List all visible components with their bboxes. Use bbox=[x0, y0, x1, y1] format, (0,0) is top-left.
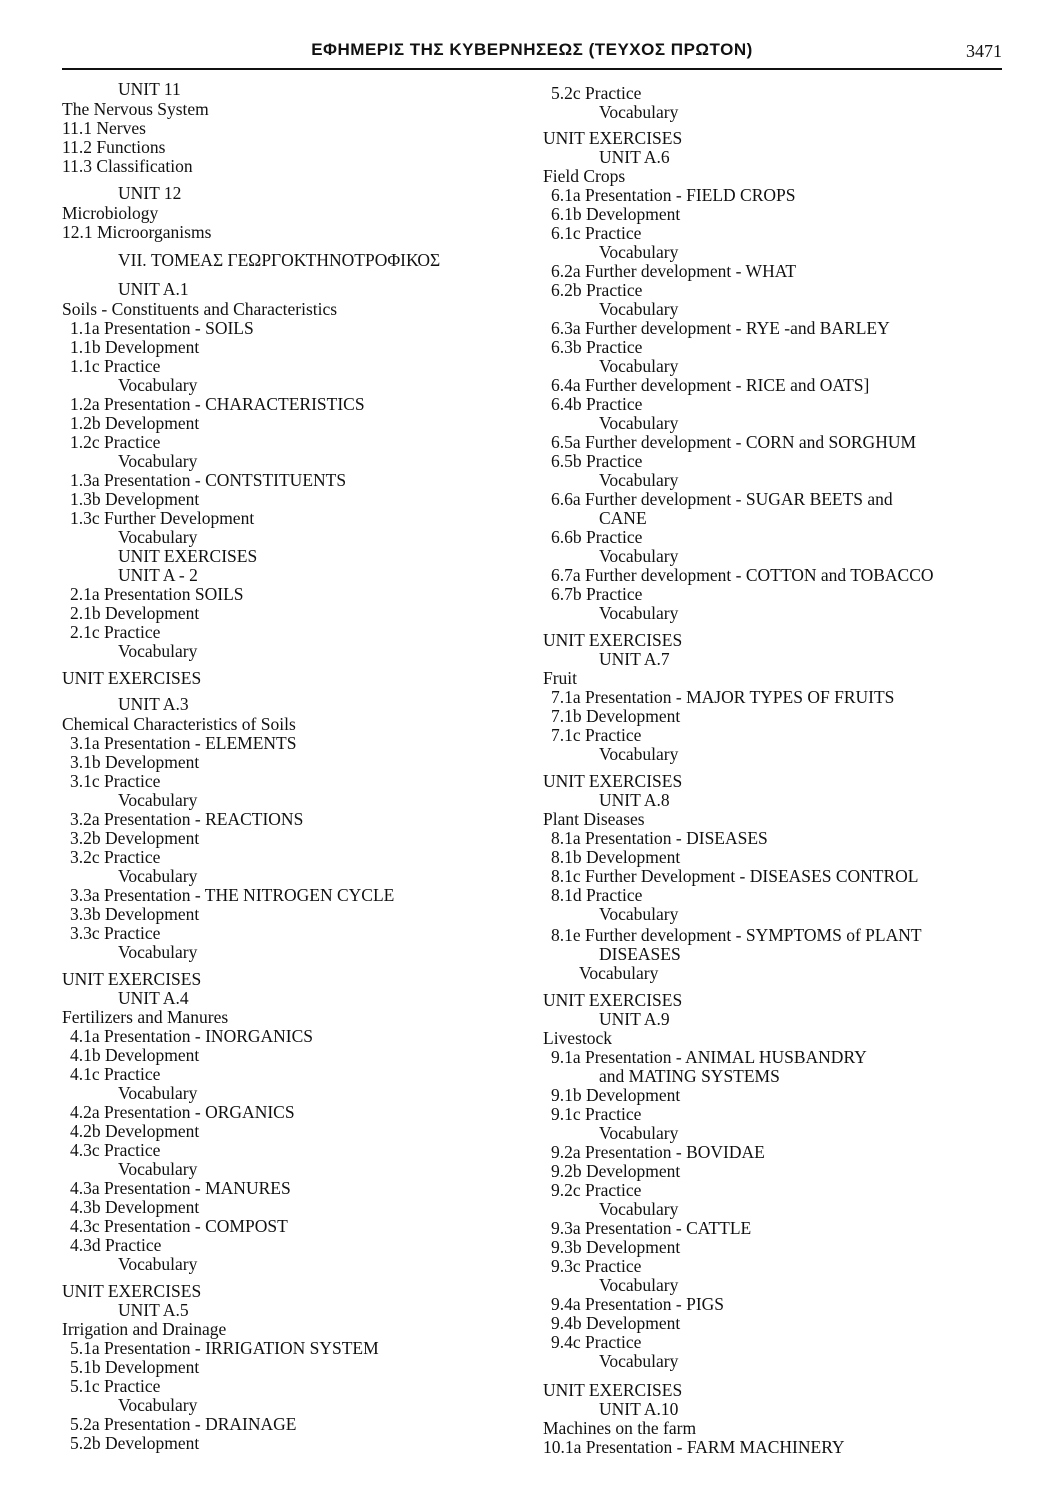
list-item: 9.2b Development bbox=[551, 1161, 681, 1181]
vocabulary-item: Vocabulary bbox=[599, 102, 679, 122]
vocabulary-item: Vocabulary bbox=[118, 1159, 198, 1179]
list-item: 9.2a Presentation - BOVIDAE bbox=[551, 1142, 765, 1162]
unit-heading: UNIT 12 bbox=[118, 183, 182, 203]
list-item: 8.1d Practice bbox=[551, 885, 643, 905]
vocabulary-item: Vocabulary bbox=[599, 1275, 679, 1295]
section-title: Soils - Constituents and Characteristics bbox=[62, 299, 338, 319]
list-item: 1.3c Further Development bbox=[70, 508, 255, 528]
list-item: 4.3b Development bbox=[70, 1197, 200, 1217]
list-item: 3.1a Presentation - ELEMENTS bbox=[70, 733, 297, 753]
section-title: Machines on the farm bbox=[543, 1418, 697, 1438]
vocabulary-item: Vocabulary bbox=[599, 603, 679, 623]
list-item: 5.2b Development bbox=[70, 1433, 200, 1453]
list-item: 6.2b Practice bbox=[551, 280, 643, 300]
list-item: 12.1 Microorganisms bbox=[62, 222, 212, 242]
vocabulary-item: Vocabulary bbox=[118, 527, 198, 547]
list-item: 1.2c Practice bbox=[70, 432, 161, 452]
unit-heading: UNIT A.5 bbox=[118, 1300, 189, 1320]
section-title: The Nervous System bbox=[62, 99, 209, 119]
list-item: 8.1c Further Development - DISEASES CONTROL bbox=[551, 866, 919, 886]
vocabulary-item: Vocabulary bbox=[599, 744, 679, 764]
page-number: 3471 bbox=[966, 41, 1002, 61]
vocabulary-item: Vocabulary bbox=[118, 641, 198, 661]
list-item: 6.1a Presentation - FIELD CROPS bbox=[551, 185, 796, 205]
list-item: 1.1b Development bbox=[70, 337, 200, 357]
list-item: 5.2c Practice bbox=[551, 83, 642, 103]
list-item: 4.1a Presentation - INORGANICS bbox=[70, 1026, 314, 1046]
unit-heading: UNIT A.6 bbox=[599, 147, 670, 167]
vocabulary-item: Vocabulary bbox=[599, 299, 679, 319]
unit-heading: UNIT A - 2 bbox=[118, 565, 198, 585]
unit-exercises-heading: UNIT EXERCISES bbox=[62, 668, 202, 688]
list-item: 5.1b Development bbox=[70, 1357, 200, 1377]
unit-exercises-heading: UNIT EXERCISES bbox=[543, 630, 683, 650]
vocabulary-item: Vocabulary bbox=[599, 470, 679, 490]
unit-exercises-heading: UNIT EXERCISES bbox=[62, 1281, 202, 1301]
list-item: 11.3 Classification bbox=[62, 156, 193, 176]
unit-heading: UNIT A.9 bbox=[599, 1009, 670, 1029]
list-item-continued: DISEASES bbox=[599, 944, 681, 964]
unit-exercises-heading: UNIT EXERCISES bbox=[543, 128, 683, 148]
unit-exercises-heading: UNIT EXERCISES bbox=[543, 1380, 683, 1400]
list-item: 5.2a Presentation - DRAINAGE bbox=[70, 1414, 297, 1434]
list-item: 6.4a Further development - RICE and OATS] bbox=[551, 375, 870, 395]
list-item: 11.1 Nerves bbox=[62, 118, 146, 138]
sector-heading: VII. ΤΟΜΕΑΣ ΓΕΩΡΓΟΚΤΗΝΟΤΡΟΦΙΚΟΣ bbox=[118, 250, 441, 270]
list-item: 3.2a Presentation - REACTIONS bbox=[70, 809, 304, 829]
list-item: 1.1a Presentation - SOILS bbox=[70, 318, 254, 338]
list-item: 6.4b Practice bbox=[551, 394, 643, 414]
list-item: 9.4c Practice bbox=[551, 1332, 642, 1352]
list-item: 2.1b Development bbox=[70, 603, 200, 623]
unit-exercises-heading: UNIT EXERCISES bbox=[118, 546, 258, 566]
list-item: 6.6a Further development - SUGAR BEETS and bbox=[551, 489, 893, 509]
vocabulary-item: Vocabulary bbox=[118, 1254, 198, 1274]
list-item: 4.3a Presentation - MANURES bbox=[70, 1178, 291, 1198]
list-item: 3.1c Practice bbox=[70, 771, 161, 791]
list-item: 9.4b Development bbox=[551, 1313, 681, 1333]
vocabulary-item: Vocabulary bbox=[599, 904, 679, 924]
list-item: 1.2b Development bbox=[70, 413, 200, 433]
list-item: 7.1b Development bbox=[551, 706, 681, 726]
list-item: 1.2a Presentation - CHARACTERISTICS bbox=[70, 394, 365, 414]
list-item: 4.2a Presentation - ORGANICS bbox=[70, 1102, 295, 1122]
section-title: Irrigation and Drainage bbox=[62, 1319, 227, 1339]
list-item: 7.1c Practice bbox=[551, 725, 642, 745]
unit-exercises-heading: UNIT EXERCISES bbox=[543, 771, 683, 791]
vocabulary-item: Vocabulary bbox=[599, 546, 679, 566]
vocabulary-item: Vocabulary bbox=[118, 451, 198, 471]
list-item: 2.1a Presentation SOILS bbox=[70, 584, 244, 604]
list-item: 6.5a Further development - CORN and SORGHUM bbox=[551, 432, 917, 452]
list-item: 9.1a Presentation - ANIMAL HUSBANDRY bbox=[551, 1047, 867, 1067]
vocabulary-item: Vocabulary bbox=[118, 866, 198, 886]
list-item: 9.2c Practice bbox=[551, 1180, 642, 1200]
list-item: 3.1b Development bbox=[70, 752, 200, 772]
section-title: Livestock bbox=[543, 1028, 613, 1048]
list-item: 7.1a Presentation - MAJOR TYPES OF FRUITS bbox=[551, 687, 895, 707]
section-title: Plant Diseases bbox=[543, 809, 645, 829]
list-item: 1.1c Practice bbox=[70, 356, 161, 376]
list-item: 4.1c Practice bbox=[70, 1064, 161, 1084]
list-item: 9.3b Development bbox=[551, 1237, 681, 1257]
list-item: 4.2b Development bbox=[70, 1121, 200, 1141]
list-item: 8.1e Further development - SYMPTOMS of PLANT bbox=[551, 925, 922, 945]
vocabulary-item: Vocabulary bbox=[599, 1199, 679, 1219]
list-item: 6.7b Practice bbox=[551, 584, 643, 604]
vocabulary-item: Vocabulary bbox=[599, 356, 679, 376]
list-item: 9.3c Practice bbox=[551, 1256, 642, 1276]
section-title: Fertilizers and Manures bbox=[62, 1007, 229, 1027]
list-item: 6.6b Practice bbox=[551, 527, 643, 547]
list-item: 4.3d Practice bbox=[70, 1235, 162, 1255]
list-item: 4.3c Presentation - COMPOST bbox=[70, 1216, 288, 1236]
vocabulary-item: Vocabulary bbox=[579, 963, 659, 983]
list-item: 10.1a Presentation - FARM MACHINERY bbox=[543, 1437, 845, 1457]
unit-heading: UNIT A.3 bbox=[118, 694, 189, 714]
list-item: 6.7a Further development - COTTON and TOBACCO bbox=[551, 565, 934, 585]
list-item: 9.3a Presentation - CATTLE bbox=[551, 1218, 752, 1238]
list-item: 6.1c Practice bbox=[551, 223, 642, 243]
section-title: Field Crops bbox=[543, 166, 626, 186]
vocabulary-item: Vocabulary bbox=[599, 1123, 679, 1143]
list-item: 1.3b Development bbox=[70, 489, 200, 509]
list-item-continued: and MATING SYSTEMS bbox=[599, 1066, 780, 1086]
list-item-continued: CANE bbox=[599, 508, 647, 528]
list-item: 9.4a Presentation - PIGS bbox=[551, 1294, 725, 1314]
page-header bbox=[62, 38, 1002, 70]
list-item: 5.1c Practice bbox=[70, 1376, 161, 1396]
list-item: 6.3b Practice bbox=[551, 337, 643, 357]
list-item: 1.3a Presentation - CONTSTITUENTS bbox=[70, 470, 347, 490]
list-item: 6.1b Development bbox=[551, 204, 681, 224]
unit-heading: UNIT A.1 bbox=[118, 279, 189, 299]
section-title: Chemical Characteristics of Soils bbox=[62, 714, 296, 734]
section-title: Microbiology bbox=[62, 203, 159, 223]
unit-heading: UNIT 11 bbox=[118, 79, 181, 99]
vocabulary-item: Vocabulary bbox=[599, 242, 679, 262]
list-item: 3.3a Presentation - THE NITROGEN CYCLE bbox=[70, 885, 395, 905]
unit-heading: UNIT A.4 bbox=[118, 988, 189, 1008]
list-item: 8.1a Presentation - DISEASES bbox=[551, 828, 768, 848]
gazette-title: ΕΦΗΜΕΡΙΣ ΤΗΣ ΚΥΒΕΡΝΗΣΕΩΣ (ΤΕΥΧΟΣ ΠΡΩΤΟΝ) bbox=[311, 40, 753, 59]
list-item: 6.3a Further development - RYE -and BARLEY bbox=[551, 318, 890, 338]
unit-heading: UNIT A.8 bbox=[599, 790, 670, 810]
list-item: 5.1a Presentation - IRRIGATION SYSTEM bbox=[70, 1338, 379, 1358]
list-item: 2.1c Practice bbox=[70, 622, 161, 642]
vocabulary-item: Vocabulary bbox=[599, 413, 679, 433]
list-item: 6.5b Practice bbox=[551, 451, 643, 471]
vocabulary-item: Vocabulary bbox=[599, 1351, 679, 1371]
unit-heading: UNIT A.7 bbox=[599, 649, 670, 669]
vocabulary-item: Vocabulary bbox=[118, 1083, 198, 1103]
vocabulary-item: Vocabulary bbox=[118, 375, 198, 395]
list-item: 3.2b Development bbox=[70, 828, 200, 848]
unit-exercises-heading: UNIT EXERCISES bbox=[543, 990, 683, 1010]
list-item: 11.2 Functions bbox=[62, 137, 166, 157]
section-title: Fruit bbox=[543, 668, 578, 688]
list-item: 9.1c Practice bbox=[551, 1104, 642, 1124]
vocabulary-item: Vocabulary bbox=[118, 790, 198, 810]
list-item: 4.1b Development bbox=[70, 1045, 200, 1065]
list-item: 3.3c Practice bbox=[70, 923, 161, 943]
list-item: 4.3c Practice bbox=[70, 1140, 161, 1160]
list-item: 8.1b Development bbox=[551, 847, 681, 867]
vocabulary-item: Vocabulary bbox=[118, 1395, 198, 1415]
unit-heading: UNIT A.10 bbox=[599, 1399, 679, 1419]
list-item: 6.2a Further development - WHAT bbox=[551, 261, 797, 281]
list-item: 3.2c Practice bbox=[70, 847, 161, 867]
list-item: 9.1b Development bbox=[551, 1085, 681, 1105]
unit-exercises-heading: UNIT EXERCISES bbox=[62, 969, 202, 989]
list-item: 3.3b Development bbox=[70, 904, 200, 924]
vocabulary-item: Vocabulary bbox=[118, 942, 198, 962]
